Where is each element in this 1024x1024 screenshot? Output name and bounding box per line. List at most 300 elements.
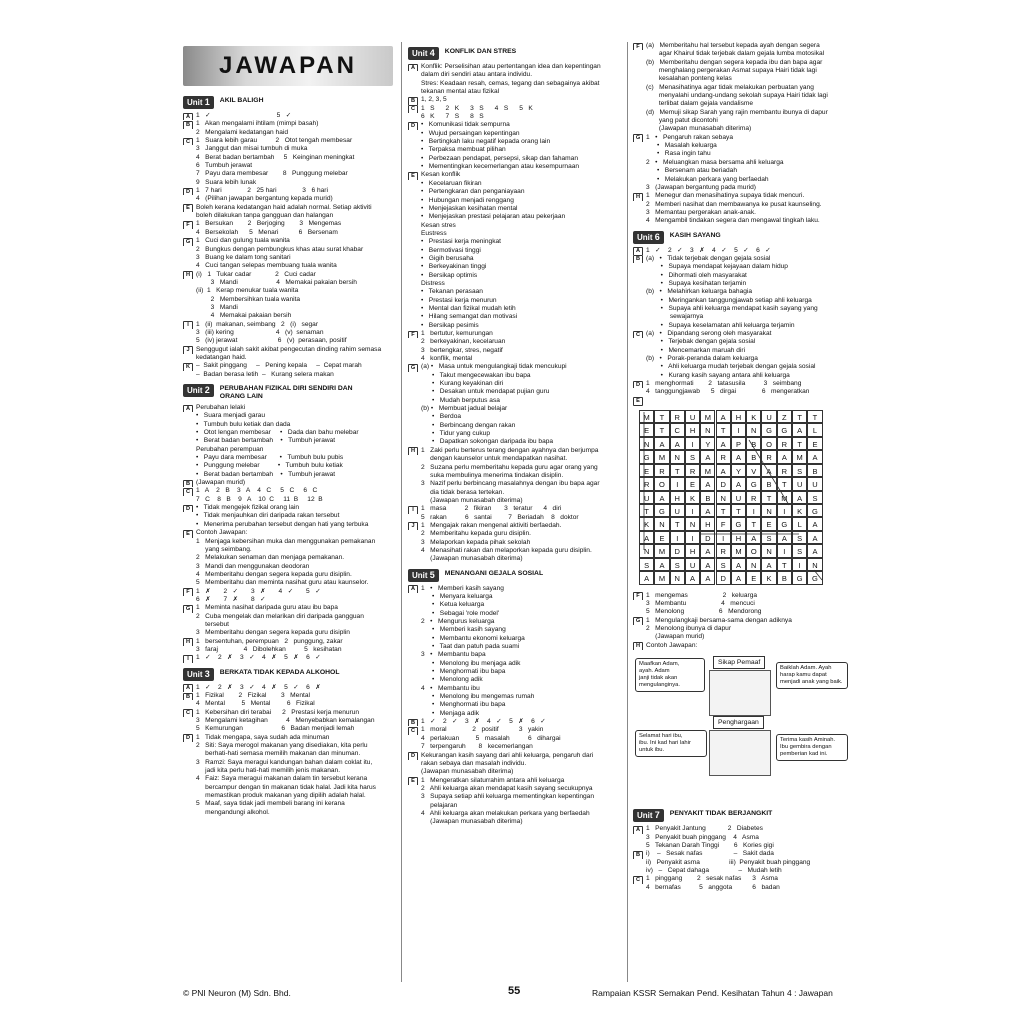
question-letter: D [408, 752, 418, 760]
answer-line [408, 693, 620, 701]
answer-line [633, 50, 848, 58]
answer-text: (a) • Masa untuk mengulangkaji tidak mencukupi [421, 363, 567, 371]
answer-line [408, 489, 620, 497]
answer-line [183, 154, 393, 162]
answer-text: tekanan mental atau fizikal [421, 88, 500, 96]
question-letter: H [408, 447, 418, 455]
answer-text: (c) Menasihatinya agar tidak melakukan perbuatan yang [646, 83, 814, 91]
answer-text: 1 7 hari 2 25 hari 3 6 hari [196, 187, 328, 195]
answer-line [183, 471, 393, 479]
answer-line [183, 792, 393, 800]
word-search-cell: U [807, 477, 822, 490]
answer-text: • Berbincang dengan rakan [421, 421, 516, 429]
word-search-cell: A [807, 517, 822, 530]
unit-header [183, 96, 393, 109]
answer-line [183, 404, 393, 412]
answer-text: 3 Mengalami ketagihan 4 Menyebabkan kemalangan [196, 717, 375, 725]
question-letter: C [183, 138, 193, 146]
question-letter: B [183, 480, 193, 488]
answer-text: • Menghormati ibu bapa [421, 668, 506, 676]
answer-line [408, 330, 620, 338]
unit-badge [408, 569, 439, 582]
picture-father-son [709, 670, 771, 716]
answer-line [183, 629, 393, 637]
answer-line [408, 760, 620, 768]
answer-text: 2 Cuba mengelak dan melarikan diri daripada gangguan [196, 612, 364, 620]
answer-text: • Otot lengan membesar • Dada dan bahu melebar [196, 429, 359, 437]
answer-line [408, 810, 620, 818]
answer-text: 1 ✓ 5 ✓ [196, 112, 292, 119]
word-search-cell: K [639, 517, 654, 530]
answer-text: 4 perlakuan 5 masalah 6 dihargai [421, 734, 561, 742]
answer-text: boleh dilakukan tanpa gangguan dan halangan [196, 212, 334, 220]
answer-text: Contoh Jawapan: [196, 529, 248, 537]
answer-line [633, 117, 848, 125]
answer-line [408, 213, 620, 221]
answer-line [183, 596, 393, 604]
answer-line [183, 129, 393, 137]
answer-text: 6 Tumbuh jerawat [196, 162, 253, 170]
answer-line [408, 522, 620, 530]
answer-line [633, 859, 848, 867]
word-search-cell: I [685, 531, 700, 544]
answer-text: 1 Meminta nasihat daripada guru atau ibu bapa [196, 604, 338, 612]
answer-line [408, 777, 620, 785]
question-letter: I [183, 321, 193, 329]
answer-line [183, 504, 393, 512]
answer-text: Distress [421, 279, 445, 287]
answer-line [183, 684, 393, 692]
answer-line [408, 138, 620, 146]
answer-line [633, 192, 848, 200]
word-search-cell: M [777, 491, 792, 504]
answer-text: 1 ✓ 2 ✓ 3 ✗ 4 ✓ 5 ✓ 6 ✓ [646, 246, 771, 254]
answer-line [408, 718, 620, 726]
word-search-cell: M [792, 450, 807, 463]
answer-line [408, 388, 620, 396]
answer-line [183, 321, 393, 329]
answer-text: • Berat badan bertambah • Tumbuh jerawat [196, 437, 336, 445]
answer-text: ii) Penyakit asma iii) Penyakit buah pinggang [646, 858, 811, 866]
word-search-cell: R [761, 450, 776, 463]
sign-sikap-pemaaf: Sikap Pemaaf [713, 656, 765, 669]
word-search-cell: A [761, 464, 776, 477]
answer-line [633, 633, 848, 641]
answer-line [408, 71, 620, 79]
word-search-cell: I [777, 504, 792, 517]
answer-line [408, 322, 620, 330]
answer-line [408, 547, 620, 555]
answer-text: • Melakukan perkara yang berfaedah [646, 175, 769, 183]
answer-text: • Wujud persaingan kepentingan [421, 129, 520, 137]
answer-line [408, 413, 620, 421]
unit-number: 7 [654, 810, 660, 821]
answer-text: (b) • Membuat jadual belajar [421, 405, 508, 413]
answer-line [408, 514, 620, 522]
answer-text: 2 • Meluangkan masa bersama ahli keluarga [646, 158, 784, 166]
answer-line [408, 685, 620, 693]
answer-text: • Hubungan menjadi renggang [421, 196, 514, 204]
answer-line [183, 784, 393, 792]
word-search-cell: U [792, 477, 807, 490]
answer-text: dalam diri sendiri atau antara individu. [421, 71, 533, 79]
answer-line [633, 109, 848, 117]
unit-title: BERKATA TIDAK KEPADA ALKOHOL [219, 668, 340, 676]
answer-text: 5 Maaf, saya tidak jadi membeli barang ini kerana [196, 800, 345, 808]
word-search-cell: U [685, 558, 700, 571]
word-search-cell: R [685, 464, 700, 477]
answer-text: 5 Tekanan Darah Tinggi 6 Kories gigi [646, 841, 774, 849]
question-letter: F [633, 592, 643, 600]
answer-text: 1 Mengulangkaji bersama-sama dengan adiknya [646, 616, 792, 624]
answer-line [633, 867, 848, 875]
answer-text: 6 K 7 S 8 S [421, 113, 484, 121]
word-search-cell: U [685, 410, 700, 423]
answer-text: • Tidak menjauhkan diri daripada rakan tersebut [196, 512, 340, 520]
word-search-cell: N [670, 450, 685, 463]
answer-line [633, 322, 848, 330]
answer-text: • Bersikap pesimis [421, 321, 479, 329]
question-letter: D [408, 122, 418, 130]
answer-text: 1 (ii) makanan, seimbang 2 (i) segar [196, 320, 319, 328]
word-search-cell: H [685, 423, 700, 436]
word-search-cell: H [731, 410, 746, 423]
answer-line [408, 263, 620, 271]
word-search-cell: A [716, 437, 731, 450]
answer-text: • Supaya ahli keluarga mendapat kasih sayang yang [646, 304, 818, 312]
answer-line [408, 464, 620, 472]
word-search-cell: N [761, 544, 776, 557]
word-search-cell: E [746, 571, 761, 584]
word-search-cell: L [792, 517, 807, 530]
answer-text: 1 Menegur dan menasihatinya supaya tidak mencuri. [646, 192, 805, 200]
answer-text: (a) Memberitahu hal tersebut kepada ayah dengan segera [646, 42, 820, 49]
answer-line [408, 651, 620, 659]
answer-text: 2 Menolong ibunya di dapur [646, 625, 732, 633]
answer-text: 2 Melakukan senaman dan menjaga pemakanan. [196, 554, 345, 562]
answer-text: • Rasa ingin tahu [646, 150, 711, 158]
answer-text: kesalahan ponteng kelas [646, 75, 732, 83]
answer-text: 4 Memberitahu dengan segera kepada guru disiplin. [196, 570, 352, 578]
answer-text: • Menolong adik [421, 676, 483, 684]
word-search-cell: A [700, 544, 715, 557]
picture-mother-daughter [709, 730, 771, 776]
answer-text: Konflik: Perselisihan atau pertentangan idea dan kepentingan [421, 63, 601, 70]
answer-text: • Perbezaan pendapat, persepsi, sikap dan fahaman [421, 154, 579, 162]
word-search-cell: A [777, 531, 792, 544]
answer-text: pelajaran [421, 801, 458, 809]
answer-text: • Menjejaskan prestasi pelajaran atau pekerjaan [421, 213, 566, 221]
answer-line [408, 188, 620, 196]
word-search-cell: A [654, 558, 669, 571]
answer-text: Contoh Jawapan: [646, 641, 698, 649]
answer-text: 2 Mengalami kedatangan haid [196, 128, 289, 136]
unit-title: PERUBAHAN FIZIKAL DIRI SENDIRI DAN ORANG LAIN [219, 385, 353, 400]
word-search-cell: L [807, 423, 822, 436]
word-search-cell: H [731, 531, 746, 544]
answer-line [408, 497, 620, 505]
answer-text: 1 Kebersihan diri terabai 2 Prestasi kerja menurun [196, 708, 360, 716]
answer-text: • Mudah berputus asa [421, 396, 500, 404]
question-letter: H [633, 193, 643, 201]
answer-line [183, 145, 393, 153]
word-search-cell: D [716, 477, 731, 490]
answer-line [408, 197, 620, 205]
answer-line [633, 280, 848, 288]
unit-badge [183, 96, 214, 109]
answer-line [633, 263, 848, 271]
word-search-cell: A [731, 477, 746, 490]
answer-line [183, 759, 393, 767]
answer-line [633, 608, 848, 616]
answer-line [183, 212, 393, 220]
answer-text: Eustress [421, 229, 447, 237]
answer-line [408, 668, 620, 676]
answer-text: • Payu dara membesar • Tumbuh bulu pubis [196, 454, 344, 462]
word-search-cell: T [670, 464, 685, 477]
page-title-banner [183, 46, 393, 86]
answer-text: • Prestasi kerja menurun [421, 296, 497, 304]
word-search-cell: D [700, 531, 715, 544]
answer-line [633, 297, 848, 305]
answer-column-3 [633, 42, 848, 892]
answer-text: (a) • Dipandang serong oleh masyarakat [646, 330, 772, 337]
answer-line [408, 338, 620, 346]
answer-line [408, 793, 620, 801]
word-search-cell: T [639, 504, 654, 517]
found-word-marker [814, 570, 822, 580]
answer-line [183, 487, 393, 495]
answer-line [408, 405, 620, 413]
word-search-cell: I [716, 531, 731, 544]
word-search-cell: N [639, 544, 654, 557]
question-letter: F [183, 221, 193, 229]
answer-line [633, 134, 848, 142]
answer-line [633, 330, 848, 338]
word-search-cell: A [731, 450, 746, 463]
answer-line [183, 354, 393, 362]
answer-text: sewajarnya [646, 313, 704, 321]
answer-line [183, 538, 393, 546]
answer-text: 2 Memberitahu kepada guru disiplin. [421, 530, 531, 538]
answer-line [633, 850, 848, 858]
answer-line [408, 288, 620, 296]
unit-header [408, 47, 620, 60]
footer-copyright: © PNI Neuron (M) Sdn. Bhd. [183, 988, 291, 998]
answer-text: 4 konflik, mental [421, 355, 473, 363]
word-search-cell: E [639, 423, 654, 436]
unit-badge [183, 668, 214, 681]
unit-badge [633, 809, 664, 822]
answer-line [183, 229, 393, 237]
word-search-cell: E [807, 437, 822, 450]
answer-line [183, 604, 393, 612]
answer-line [408, 447, 620, 455]
answer-line [183, 742, 393, 750]
word-search-cell: T [792, 437, 807, 450]
answer-text: • Menjaga adik [421, 709, 480, 717]
answer-line [183, 800, 393, 808]
answer-text: agar Khairul tidak terjebak dalam gejala lumba motosikal [646, 50, 825, 58]
answer-line [408, 505, 620, 513]
word-search-cell: B [746, 437, 761, 450]
word-search-cell: A [807, 544, 822, 557]
speech-bubble: Selamat hari ibu, ibu. Ini kad hari lahir untuk ibu. [635, 730, 707, 757]
word-search-cell: N [807, 558, 822, 571]
question-letter: B [183, 693, 193, 701]
word-search-cell: Y [731, 464, 746, 477]
answer-line [408, 701, 620, 709]
word-search-markings [639, 410, 829, 586]
answer-text: 1 pinggang 2 sesak nafas 3 Asma [646, 875, 778, 883]
word-search-cell: E [654, 531, 669, 544]
answer-line [633, 338, 848, 346]
answer-line [183, 554, 393, 562]
answer-text: • Pertengkaran dan penganiayaan [421, 188, 525, 196]
answer-line [633, 201, 848, 209]
answer-line [633, 272, 848, 280]
answer-line [408, 255, 620, 263]
word-search-cell: A [761, 558, 776, 571]
answer-text: 2 Bungkus dengan pembungkus khas atau surat khabar [196, 245, 364, 253]
answer-text: 3 Mandi dan menggunakan deodoran [196, 562, 310, 570]
answer-line [183, 446, 393, 454]
answer-line [633, 834, 848, 842]
word-search-cell: U [639, 491, 654, 504]
word-search-cell: N [654, 517, 669, 530]
answer-text: 4 Faiz: Saya meragui makanan dalam tin tersebut kerana [196, 775, 368, 783]
answer-text: • Kecelaruan fikiran [421, 179, 482, 187]
word-search-cell: K [685, 491, 700, 504]
question-letter: E [183, 530, 193, 538]
answer-text: 5 (iv) jerawat 6 (v) perasaan, positif [196, 337, 347, 345]
answer-text: 3 Mandi 4 Memakai pakaian bersih [196, 278, 357, 286]
unit-number: 6 [654, 231, 660, 242]
answer-line [183, 454, 393, 462]
answer-text: 2 • Mengurus keluarga [421, 618, 495, 625]
answer-line [633, 67, 848, 75]
answer-line [183, 262, 393, 270]
answer-text: yang seimbang. [196, 545, 252, 553]
question-letter: C [183, 709, 193, 717]
answer-text: 3 Melaporkan kepada pihak sekolah [421, 538, 531, 546]
answer-line [408, 710, 620, 718]
answer-line [633, 159, 848, 167]
answer-text: 1 • Pengaruh rakan sebaya [646, 133, 733, 141]
word-search-cell: S [792, 464, 807, 477]
answer-text: (d) Memuji sikap Sarah yang rajin membantu ibunya di dapur [646, 108, 828, 116]
word-search-cell: A [731, 571, 746, 584]
word-search-cell: I [670, 477, 685, 490]
answer-text: i) – Sesak nafas – Sakit dada [646, 850, 774, 858]
word-search-cell: S [792, 544, 807, 557]
question-letter: E [408, 777, 418, 785]
word-search-cell: I [746, 504, 761, 517]
answer-line [408, 313, 620, 321]
answer-line [183, 809, 393, 817]
answer-line [408, 347, 620, 355]
answer-line [408, 121, 620, 129]
answer-line [183, 571, 393, 579]
word-search-cell: N [685, 517, 700, 530]
answer-line [633, 347, 848, 355]
answer-line [183, 329, 393, 337]
answer-line [408, 802, 620, 810]
answer-text: • Menolong ibu mengemas rumah [421, 693, 535, 701]
answer-text: • Taat dan patuh pada suami [421, 643, 520, 651]
answer-line [183, 371, 393, 379]
answer-text: 1 S 2 K 3 S 4 S 5 K [421, 104, 533, 112]
answer-text: • Menjejaskan kesihatan mental [421, 204, 518, 212]
answer-line [633, 305, 848, 313]
answer-line [183, 246, 393, 254]
word-search-cell: T [731, 504, 746, 517]
answer-text: Kesan stres [421, 221, 456, 229]
answer-line [408, 355, 620, 363]
answer-line [408, 610, 620, 618]
unit-badge-label: Unit [637, 811, 655, 821]
word-search-cell: M [700, 464, 715, 477]
answer-line [633, 355, 848, 363]
answer-text: • Menolong ibu menjaga adik [421, 659, 521, 667]
word-search-cell: R [716, 544, 731, 557]
question-letter: B [633, 851, 643, 859]
answer-text: • Desakan untuk mendapat pujian guru [421, 388, 550, 396]
answer-line [408, 171, 620, 179]
answer-line [183, 179, 393, 187]
word-search-cell: H [670, 491, 685, 504]
answer-line [183, 362, 393, 370]
answer-text: • Mencemarkan maruah diri [646, 346, 746, 354]
answer-line [408, 735, 620, 743]
word-search-cell: G [807, 571, 822, 584]
answer-text: 1 menghormati 2 tatasusila 3 seimbang [646, 380, 802, 388]
answer-line [183, 717, 393, 725]
word-search-cell: A [731, 558, 746, 571]
answer-text: (i) 1 Tukar cadar 2 Cuci cadar [196, 270, 316, 278]
answer-line [183, 529, 393, 537]
answer-text: 2 Memberi nasihat dan membawanya ke pusat kaunseling. [646, 200, 822, 208]
answer-text: • Bersikap optimis [421, 271, 478, 279]
question-letter: H [183, 271, 193, 279]
answer-line [633, 388, 848, 396]
word-search-cell: R [639, 477, 654, 490]
answer-text: 4 Berat badan bertambah 5 Keinginan meningkat [196, 153, 355, 161]
word-search-cell: E [685, 477, 700, 490]
answer-line [183, 429, 393, 437]
word-search-cell: D [716, 571, 731, 584]
word-search-cell: C [670, 423, 685, 436]
answer-text: • Dihormati oleh masyarakat [646, 271, 747, 279]
answer-text: 2 Suzana perlu memberitahu kepada guru agar orang yang [421, 463, 598, 471]
question-letter: G [633, 134, 643, 142]
answer-text: • Takut mengecewakan ibu bapa [421, 371, 531, 379]
answer-line [408, 113, 620, 121]
answer-text: 5 Memberitahu dan meminta nasihat guru atau kaunselor. [196, 579, 369, 587]
answer-text: • Berat badan bertambah • Tumbuh jerawat [196, 470, 336, 478]
answer-line [408, 63, 620, 71]
answer-line [408, 80, 620, 88]
answer-line [408, 363, 620, 371]
question-letter: H [183, 638, 193, 646]
answer-line [183, 734, 393, 742]
answer-text: 5 Menolong 6 Mendorong [646, 608, 762, 616]
answer-text: 1 • Memberi kasih sayang [421, 584, 504, 592]
answer-line [408, 530, 620, 538]
answer-text: bercampur dengan tin makanan tidak halal. Jadi kita harus [196, 783, 376, 791]
word-search-cell: A [685, 571, 700, 584]
answer-text: iv) – Cepat dahaga – Mudah letih [646, 866, 782, 874]
